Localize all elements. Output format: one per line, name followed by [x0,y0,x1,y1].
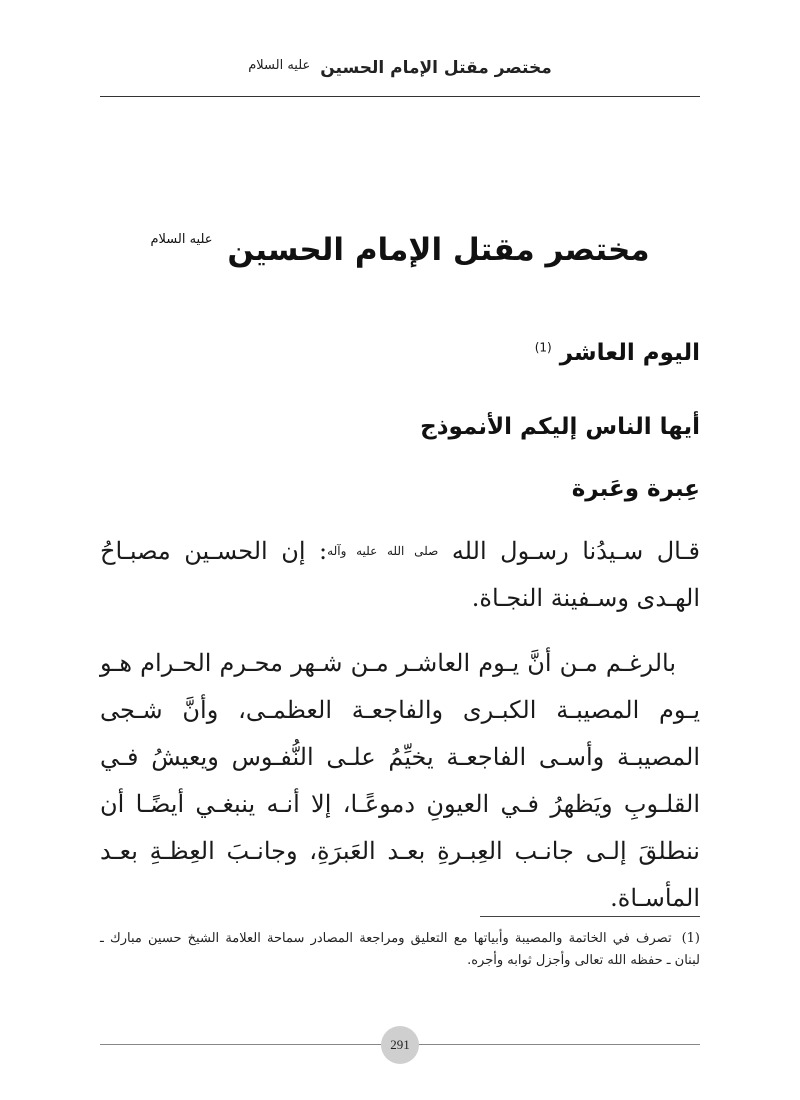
chapter-title [100,232,700,268]
salawat-honorific: صلى الله عليه وآله [327,544,439,558]
running-header-title: مختصر مقتل الإمام الحسين [320,58,552,78]
paragraph-2: بالرغـم مـن أنَّ يـوم العاشـر مـن شـهر محـرم الحـرام هـو يـوم المصيبـة الكبـرى والفاجعـة العظمـى، وأنَّ شـجى المصيبـة وأسـى الفاجعـة يخيِّمُ علـى النُّفـوس ويعيشُ فـي القلـوبِ ويَظهرُ فـي العيونِ دموعًـا، إلا أنـه ينبغـي أيضًـا أن ننطلقَ إلـى جانـب العِبـرةِ بعـد العَبرَةِ، وجانـبَ العِظـةِ بعـد المأسـاة. [100,649,700,912]
subheading-people: أيها الناس إليكم الأنموذج [420,414,700,440]
subheading-lesson: عِبرة وعَبرة [571,476,700,502]
page-number-footer [100,1024,700,1064]
running-header-honorific: عليه السلام [248,58,311,73]
paragraph-1-part-a: قـال سـيدُنا رسـول الله [451,537,700,565]
footnote [100,928,700,972]
header-divider [100,96,700,97]
paragraph-1-part-b: : إن الحسـين مصبـاحُ الهـدى وسـفينة النجـاة. [100,537,700,612]
page-number: 291 [381,1026,419,1064]
footnote-marker: (1) [681,931,700,946]
subheading-day [100,340,700,366]
footnote-reference[interactable]: (1) [534,340,552,355]
subheading-day-text: اليوم العاشر [559,340,700,366]
body-text [100,528,700,940]
chapter-title-honorific: عليه السلام [150,232,213,247]
paragraph-1 [100,528,700,622]
footnote-divider [480,916,700,917]
running-header [100,58,700,78]
chapter-title-text: مختصر مقتل الإمام الحسين [227,232,650,268]
footnote-text: تصرف في الخاتمة والمصيبة وأبياتها مع التعليق ومراجعة المصادر سماحة العلامة الشيخ حسين مبارك ـ لبنان ـ حفظه الله تعالى وأجزل ثوابه وأجره. [100,931,700,968]
